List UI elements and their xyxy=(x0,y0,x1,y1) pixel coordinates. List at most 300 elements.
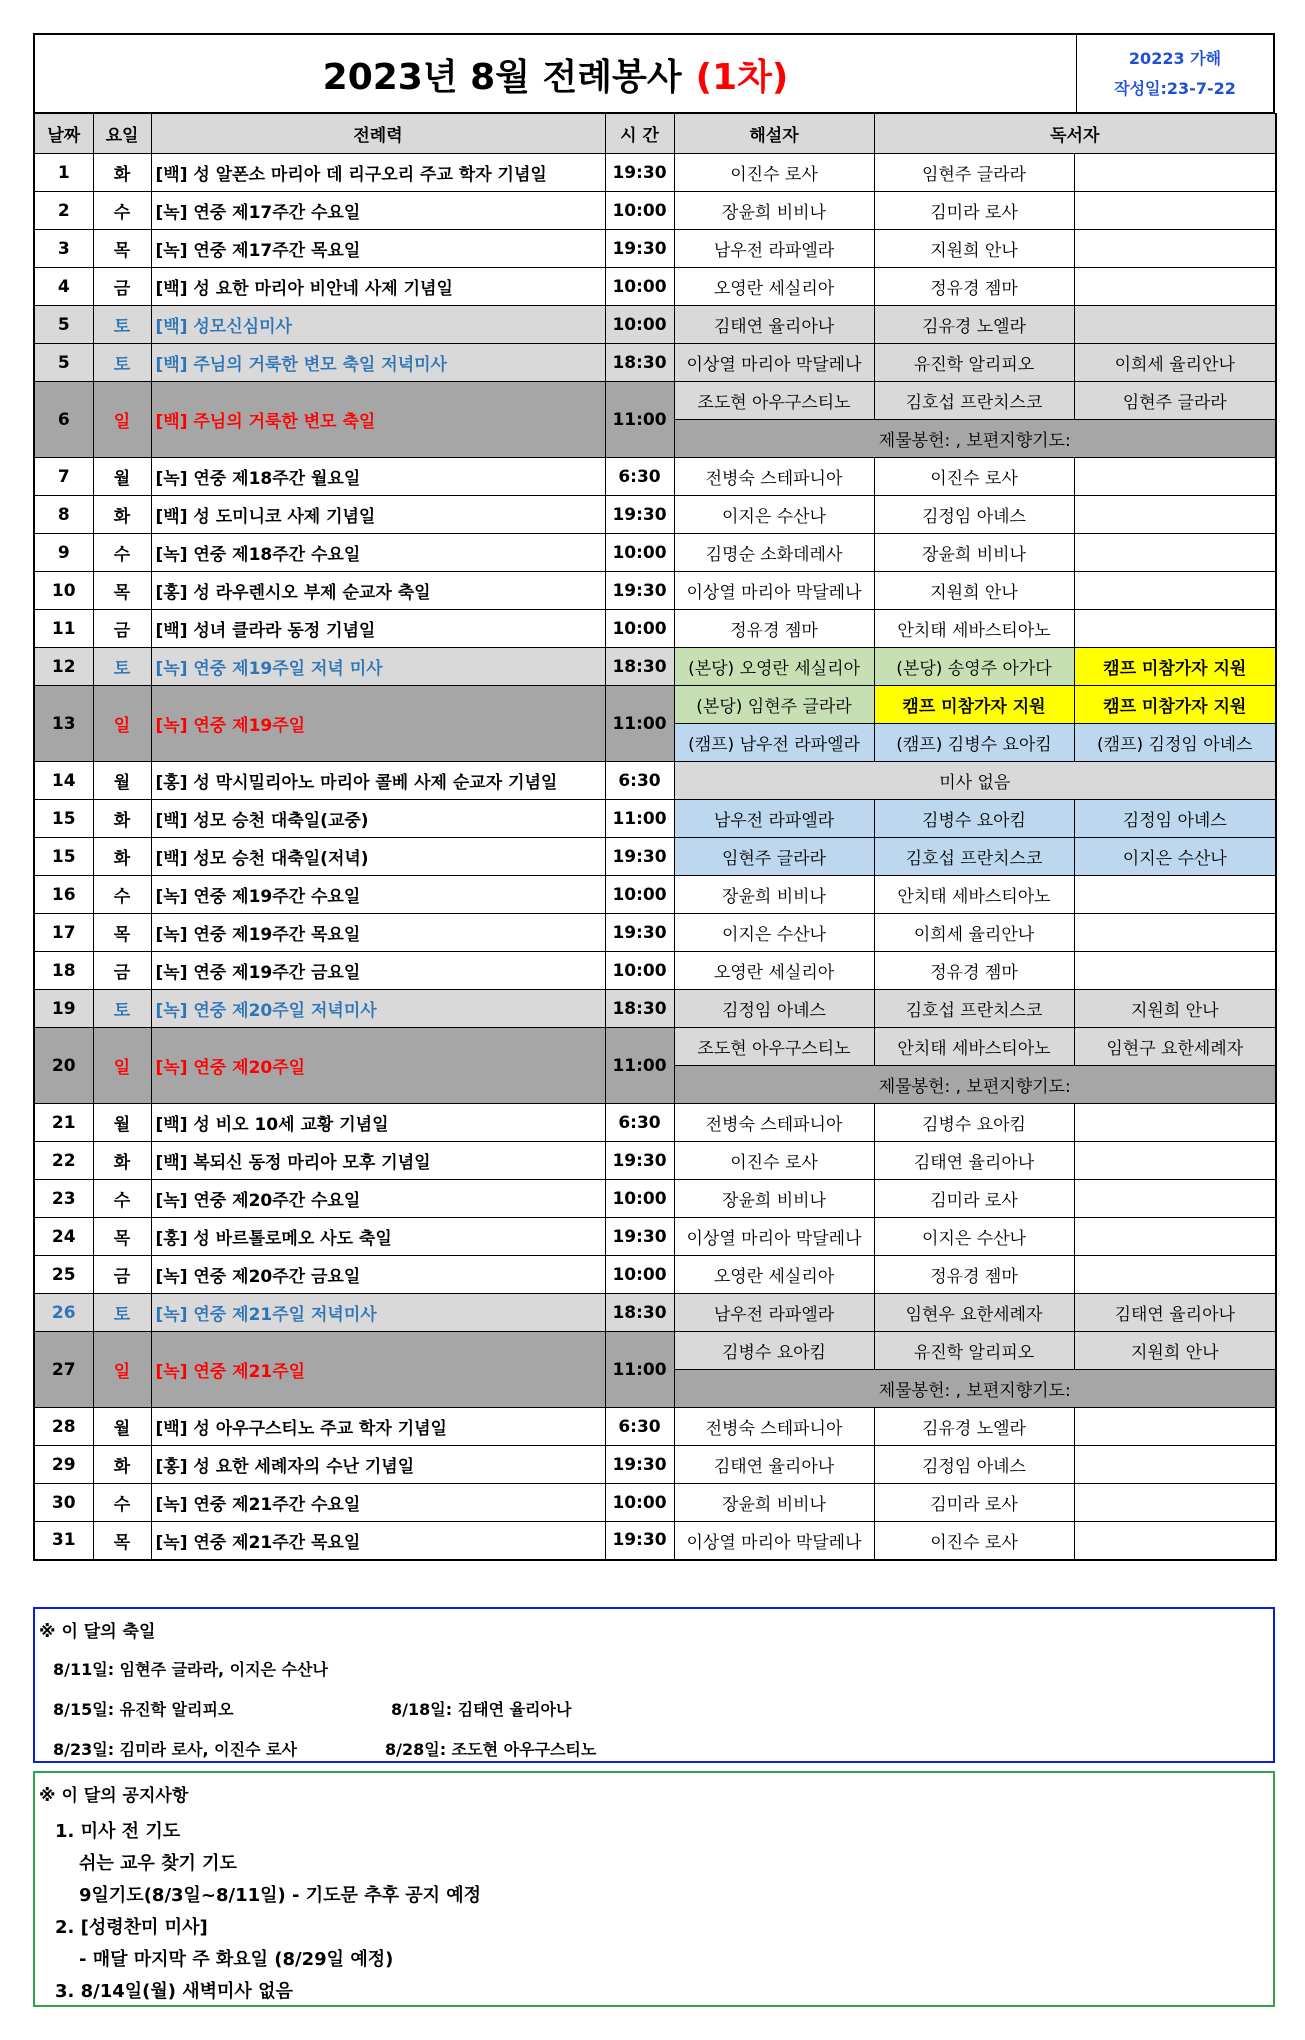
time-cell: 10:00 xyxy=(605,534,674,572)
table-row xyxy=(34,230,1276,268)
reader-cell: 임현구 요한세례자 xyxy=(1074,1028,1276,1066)
commentator-cell: 이지은 수산나 xyxy=(674,914,874,952)
commentator-cell: 이지은 수산나 xyxy=(674,496,874,534)
date-cell: 17 xyxy=(34,914,93,952)
reader-cell: 정유경 젬마 xyxy=(874,1256,1074,1294)
commentator-cell: 조도현 아우구스티노 xyxy=(674,1028,874,1066)
date-cell: 6 xyxy=(34,382,93,458)
reader-cell: 이지은 수산나 xyxy=(1074,838,1276,876)
date-cell: 8 xyxy=(34,496,93,534)
reader-cell: 지원희 안나 xyxy=(1074,1332,1276,1370)
table-row xyxy=(34,686,1276,724)
table-header-row xyxy=(34,114,1276,154)
time-cell: 11:00 xyxy=(605,382,674,458)
date-cell: 26 xyxy=(34,1294,93,1332)
reader-cell: 김미라 로사 xyxy=(874,1484,1074,1522)
header-time: 시 간 xyxy=(605,114,674,154)
date-cell: 25 xyxy=(34,1256,93,1294)
table-row xyxy=(34,990,1276,1028)
commentator-cell: 남우전 라파엘라 xyxy=(674,1294,874,1332)
reader-cell: 정유경 젬마 xyxy=(874,952,1074,990)
notice-line: - 매달 마지막 주 화요일 (8/29일 예정) xyxy=(79,1949,394,1970)
notice-line: 3. 8/14일(월) 새벽미사 없음 xyxy=(55,1981,293,2002)
commentator-cell: 김태연 율리아나 xyxy=(674,1446,874,1484)
time-cell: 19:30 xyxy=(605,154,674,192)
reader-cell: 캠프 미참가자 지원 xyxy=(874,686,1074,724)
commentator-cell: 전병숙 스테파니아 xyxy=(674,1104,874,1142)
time-cell: 19:30 xyxy=(605,1218,674,1256)
weekday-cell: 수 xyxy=(93,1180,151,1218)
weekday-cell: 수 xyxy=(93,192,151,230)
title-meta xyxy=(1077,35,1273,113)
commentator-cell: 전병숙 스테파니아 xyxy=(674,1408,874,1446)
table-row xyxy=(34,192,1276,230)
reader-cell: 이지은 수산나 xyxy=(874,1218,1074,1256)
reader-cell: 캠프 미참가자 지원 xyxy=(1074,648,1276,686)
time-cell: 10:00 xyxy=(605,306,674,344)
table-row xyxy=(34,344,1276,382)
reader-cell: 김유경 노엘라 xyxy=(874,306,1074,344)
reader-cell xyxy=(1074,914,1276,952)
offering-note-cell: 제물봉헌: , 보편지향기도: xyxy=(674,420,1276,458)
no-mass-cell: 미사 없음 xyxy=(674,762,1276,800)
commentator-cell: 남우전 라파엘라 xyxy=(674,230,874,268)
commentator-cell: 장윤희 비비나 xyxy=(674,1484,874,1522)
date-cell: 30 xyxy=(34,1484,93,1522)
weekday-cell: 수 xyxy=(93,1484,151,1522)
time-cell: 6:30 xyxy=(605,458,674,496)
table-row xyxy=(34,1332,1276,1370)
reader-cell xyxy=(1074,1408,1276,1446)
table-row xyxy=(34,1484,1276,1522)
commentator-cell: 남우전 라파엘라 xyxy=(674,800,874,838)
weekday-cell: 화 xyxy=(93,154,151,192)
table-row xyxy=(34,1218,1276,1256)
reader-cell: 이진수 로사 xyxy=(874,458,1074,496)
weekday-cell: 토 xyxy=(93,1294,151,1332)
reader-cell: (본당) 송영주 아가다 xyxy=(874,648,1074,686)
date-cell: 23 xyxy=(34,1180,93,1218)
weekday-cell: 월 xyxy=(93,1408,151,1446)
weekday-cell: 금 xyxy=(93,952,151,990)
reader-cell xyxy=(1074,1218,1276,1256)
time-cell: 19:30 xyxy=(605,230,674,268)
reader-cell xyxy=(1074,1256,1276,1294)
liturgy-cell: [백] 성모 승천 대축일(저녁) xyxy=(151,838,605,876)
reader-cell: 김병수 요아킴 xyxy=(874,1104,1074,1142)
weekday-cell: 목 xyxy=(93,230,151,268)
camp-cell: (캠프) 김정임 아녜스 xyxy=(1074,724,1276,762)
table-body xyxy=(34,154,1276,1560)
page-title xyxy=(35,35,1077,113)
date-cell: 16 xyxy=(34,876,93,914)
time-cell: 11:00 xyxy=(605,1028,674,1104)
commentator-cell: 장윤희 비비나 xyxy=(674,192,874,230)
reader-cell: 임현주 글라라 xyxy=(874,154,1074,192)
date-cell: 22 xyxy=(34,1142,93,1180)
date-cell: 28 xyxy=(34,1408,93,1446)
weekday-cell: 토 xyxy=(93,648,151,686)
reader-cell xyxy=(1074,534,1276,572)
commentator-cell: 오영란 세실리아 xyxy=(674,268,874,306)
weekday-cell: 월 xyxy=(93,1104,151,1142)
table-row xyxy=(34,154,1276,192)
commentator-cell: 김명순 소화데레사 xyxy=(674,534,874,572)
reader-cell xyxy=(1074,306,1276,344)
reader-cell xyxy=(1074,458,1276,496)
weekday-cell: 목 xyxy=(93,572,151,610)
date-cell: 7 xyxy=(34,458,93,496)
date-cell: 15 xyxy=(34,838,93,876)
camp-cell: (캠프) 김병수 요아킴 xyxy=(874,724,1074,762)
table-row xyxy=(34,1256,1276,1294)
liturgy-cell: [백] 성 요한 마리아 비안네 사제 기념일 xyxy=(151,268,605,306)
date-cell: 21 xyxy=(34,1104,93,1142)
weekday-cell: 일 xyxy=(93,1028,151,1104)
date-cell: 1 xyxy=(34,154,93,192)
reader-cell: 김태연 율리아나 xyxy=(874,1142,1074,1180)
notice-line: 쉬는 교우 찾기 기도 xyxy=(79,1853,237,1874)
title-text: 2023년 8월 전례봉사 xyxy=(322,56,682,98)
reader-cell: 김호섭 프란치스코 xyxy=(874,382,1074,420)
reader-cell: 이희세 율리안나 xyxy=(1074,344,1276,382)
liturgy-cell: [홍] 성 라우렌시오 부제 순교자 축일 xyxy=(151,572,605,610)
reader-cell: 지원희 안나 xyxy=(1074,990,1276,1028)
liturgy-cell: [백] 성모신심미사 xyxy=(151,306,605,344)
reader-cell xyxy=(1074,1522,1276,1560)
commentator-cell: 이상열 마리아 막달레나 xyxy=(674,572,874,610)
table-row xyxy=(34,534,1276,572)
reader-cell xyxy=(1074,952,1276,990)
weekday-cell: 일 xyxy=(93,1332,151,1408)
table-row xyxy=(34,1446,1276,1484)
liturgy-cell: [녹] 연중 제21주일 xyxy=(151,1332,605,1408)
commentator-cell: 장윤희 비비나 xyxy=(674,1180,874,1218)
time-cell: 10:00 xyxy=(605,1256,674,1294)
liturgy-cell: [홍] 성 요한 세례자의 수난 기념일 xyxy=(151,1446,605,1484)
reader-cell xyxy=(1074,496,1276,534)
title-round: (1차) xyxy=(695,56,789,98)
birthday-line: 8/28일: 조도현 아우구스티노 xyxy=(385,1740,597,1759)
weekday-cell: 금 xyxy=(93,610,151,648)
notice-line: 2. [성령찬미 미사] xyxy=(55,1917,208,1938)
weekday-cell: 월 xyxy=(93,458,151,496)
date-cell: 29 xyxy=(34,1446,93,1484)
reader-cell xyxy=(1074,876,1276,914)
table-row xyxy=(34,1028,1276,1066)
schedule-sheet xyxy=(33,33,1275,1561)
reader-cell: 김정임 아녜스 xyxy=(874,496,1074,534)
table-row xyxy=(34,914,1276,952)
liturgy-cell: [녹] 연중 제21주간 목요일 xyxy=(151,1522,605,1560)
commentator-cell: 이상열 마리아 막달레나 xyxy=(674,344,874,382)
reader-cell xyxy=(1074,154,1276,192)
schedule-table xyxy=(33,113,1277,1561)
weekday-cell: 월 xyxy=(93,762,151,800)
notice-line: 1. 미사 전 기도 xyxy=(55,1821,181,1842)
weekday-cell: 금 xyxy=(93,268,151,306)
liturgy-cell: [녹] 연중 제19주일 xyxy=(151,686,605,762)
commentator-cell: 이진수 로사 xyxy=(674,1142,874,1180)
commentator-cell: 이상열 마리아 막달레나 xyxy=(674,1218,874,1256)
reader-cell xyxy=(1074,268,1276,306)
date-cell: 24 xyxy=(34,1218,93,1256)
liturgy-cell: [녹] 연중 제20주일 저녁미사 xyxy=(151,990,605,1028)
commentator-cell: 오영란 세실리아 xyxy=(674,952,874,990)
liturgy-cell: [녹] 연중 제19주간 목요일 xyxy=(151,914,605,952)
time-cell: 10:00 xyxy=(605,610,674,648)
table-row xyxy=(34,952,1276,990)
weekday-cell: 일 xyxy=(93,686,151,762)
time-cell: 10:00 xyxy=(605,1484,674,1522)
liturgy-cell: [녹] 연중 제18주간 월요일 xyxy=(151,458,605,496)
table-row xyxy=(34,268,1276,306)
time-cell: 11:00 xyxy=(605,800,674,838)
reader-cell: 안치태 세바스티아노 xyxy=(874,610,1074,648)
table-row xyxy=(34,1408,1276,1446)
birthday-line: 8/11일: 임현주 글라라, 이지은 수산나 xyxy=(53,1660,328,1679)
weekday-cell: 목 xyxy=(93,1218,151,1256)
date-cell: 14 xyxy=(34,762,93,800)
time-cell: 19:30 xyxy=(605,1142,674,1180)
liturgy-cell: [녹] 연중 제19주일 저녁 미사 xyxy=(151,648,605,686)
time-cell: 18:30 xyxy=(605,648,674,686)
notice-header: ※ 이 달의 공지사항 xyxy=(39,1786,189,1806)
time-cell: 10:00 xyxy=(605,1180,674,1218)
header-readers: 독서자 xyxy=(874,114,1276,154)
date-cell: 15 xyxy=(34,800,93,838)
table-row xyxy=(34,762,1276,800)
date-cell: 27 xyxy=(34,1332,93,1408)
liturgy-cell: [녹] 연중 제18주간 수요일 xyxy=(151,534,605,572)
table-row xyxy=(34,1294,1276,1332)
weekday-cell: 화 xyxy=(93,1446,151,1484)
commentator-cell: 전병숙 스테파니아 xyxy=(674,458,874,496)
liturgy-cell: [백] 성녀 클라라 동정 기념일 xyxy=(151,610,605,648)
date-cell: 20 xyxy=(34,1028,93,1104)
table-row xyxy=(34,800,1276,838)
table-row xyxy=(34,1104,1276,1142)
reader-cell xyxy=(1074,230,1276,268)
table-row xyxy=(34,1180,1276,1218)
weekday-cell: 목 xyxy=(93,914,151,952)
commentator-cell: 정유경 젬마 xyxy=(674,610,874,648)
time-cell: 6:30 xyxy=(605,1104,674,1142)
commentator-cell: (본당) 오영란 세실리아 xyxy=(674,648,874,686)
reader-cell: 김미라 로사 xyxy=(874,192,1074,230)
time-cell: 10:00 xyxy=(605,952,674,990)
weekday-cell: 금 xyxy=(93,1256,151,1294)
reader-cell: 유진학 알리피오 xyxy=(874,1332,1074,1370)
liturgy-cell: [백] 주님의 거룩한 변모 축일 저녁미사 xyxy=(151,344,605,382)
weekday-cell: 토 xyxy=(93,344,151,382)
reader-cell xyxy=(1074,1142,1276,1180)
commentator-cell: 오영란 세실리아 xyxy=(674,1256,874,1294)
reader-cell: 임현우 요한세례자 xyxy=(874,1294,1074,1332)
reader-cell: 캠프 미참가자 지원 xyxy=(1074,686,1276,724)
liturgy-cell: [백] 복되신 동정 마리아 모후 기념일 xyxy=(151,1142,605,1180)
reader-cell: 김미라 로사 xyxy=(874,1180,1074,1218)
liturgy-cell: [녹] 연중 제20주간 수요일 xyxy=(151,1180,605,1218)
liturgy-cell: [백] 성 아우구스티노 주교 학자 기념일 xyxy=(151,1408,605,1446)
liturgy-cell: [백] 성 알폰소 마리아 데 리구오리 주교 학자 기념일 xyxy=(151,154,605,192)
reader-cell: 지원희 안나 xyxy=(874,230,1074,268)
reader-cell: 이희세 율리안나 xyxy=(874,914,1074,952)
time-cell: 10:00 xyxy=(605,192,674,230)
date-cell: 31 xyxy=(34,1522,93,1560)
commentator-cell: (본당) 임현주 글라라 xyxy=(674,686,874,724)
reader-cell xyxy=(1074,1104,1276,1142)
commentator-cell: 임현주 글라라 xyxy=(674,838,874,876)
reader-cell: 김정임 아녜스 xyxy=(1074,800,1276,838)
table-row xyxy=(34,876,1276,914)
table-row xyxy=(34,1142,1276,1180)
time-cell: 11:00 xyxy=(605,1332,674,1408)
time-cell: 19:30 xyxy=(605,914,674,952)
commentator-cell: 이진수 로사 xyxy=(674,154,874,192)
date-cell: 19 xyxy=(34,990,93,1028)
time-cell: 18:30 xyxy=(605,344,674,382)
reader-cell: 김호섭 프란치스코 xyxy=(874,838,1074,876)
table-row xyxy=(34,838,1276,876)
commentator-cell: 조도현 아우구스티노 xyxy=(674,382,874,420)
liturgy-cell: [녹] 연중 제20주일 xyxy=(151,1028,605,1104)
reader-cell: 김태연 율리아나 xyxy=(1074,1294,1276,1332)
liturgy-cell: [녹] 연중 제19주간 금요일 xyxy=(151,952,605,990)
date-cell: 18 xyxy=(34,952,93,990)
time-cell: 11:00 xyxy=(605,686,674,762)
date-cell: 10 xyxy=(34,572,93,610)
commentator-cell: 김정임 아녜스 xyxy=(674,990,874,1028)
offering-note-cell: 제물봉헌: , 보편지향기도: xyxy=(674,1066,1276,1104)
notice-line: 9일기도(8/3일~8/11일) - 기도문 추후 공지 예정 xyxy=(79,1885,482,1906)
liturgy-cell: [백] 성 비오 10세 교황 기념일 xyxy=(151,1104,605,1142)
time-cell: 10:00 xyxy=(605,876,674,914)
liturgy-cell: [홍] 성 바르톨로메오 사도 축일 xyxy=(151,1218,605,1256)
reader-cell: 장윤희 비비나 xyxy=(874,534,1074,572)
commentator-cell: 이상열 마리아 막달레나 xyxy=(674,1522,874,1560)
time-cell: 6:30 xyxy=(605,1408,674,1446)
weekday-cell: 토 xyxy=(93,990,151,1028)
reader-cell: 이진수 로사 xyxy=(874,1522,1074,1560)
weekday-cell: 화 xyxy=(93,800,151,838)
table-row xyxy=(34,306,1276,344)
weekday-cell: 수 xyxy=(93,534,151,572)
reader-cell: 안치태 세바스티아노 xyxy=(874,876,1074,914)
table-row xyxy=(34,496,1276,534)
birthday-box xyxy=(33,1607,1275,1763)
time-cell: 19:30 xyxy=(605,572,674,610)
reader-cell xyxy=(1074,572,1276,610)
camp-cell: (캠프) 남우전 라파엘라 xyxy=(674,724,874,762)
header-date: 날짜 xyxy=(34,114,93,154)
commentator-cell: 김태연 율리아나 xyxy=(674,306,874,344)
liturgy-cell: [백] 성 도미니코 사제 기념일 xyxy=(151,496,605,534)
liturgy-cell: [녹] 연중 제20주간 금요일 xyxy=(151,1256,605,1294)
commentator-cell: 장윤희 비비나 xyxy=(674,876,874,914)
header-commentator: 해설자 xyxy=(674,114,874,154)
weekday-cell: 화 xyxy=(93,1142,151,1180)
reader-cell xyxy=(1074,192,1276,230)
date-cell: 13 xyxy=(34,686,93,762)
date-cell: 12 xyxy=(34,648,93,686)
time-cell: 19:30 xyxy=(605,496,674,534)
birthday-line: 8/23일: 김미라 로사, 이진수 로사 xyxy=(53,1740,298,1759)
reader-cell: 정유경 젬마 xyxy=(874,268,1074,306)
title-box xyxy=(33,33,1275,113)
liturgy-cell: [녹] 연중 제19주간 수요일 xyxy=(151,876,605,914)
time-cell: 18:30 xyxy=(605,990,674,1028)
date-cell: 5 xyxy=(34,306,93,344)
weekday-cell: 화 xyxy=(93,496,151,534)
time-cell: 19:30 xyxy=(605,838,674,876)
weekday-cell: 일 xyxy=(93,382,151,458)
commentator-cell: 김병수 요아킴 xyxy=(674,1332,874,1370)
reader-cell: 유진학 알리피오 xyxy=(874,344,1074,382)
notice-box xyxy=(33,1771,1275,2007)
reader-cell: 안치태 세바스티아노 xyxy=(874,1028,1074,1066)
table-row xyxy=(34,458,1276,496)
reader-cell xyxy=(1074,1180,1276,1218)
time-cell: 19:30 xyxy=(605,1446,674,1484)
liturgy-cell: [녹] 연중 제21주간 수요일 xyxy=(151,1484,605,1522)
time-cell: 19:30 xyxy=(605,1522,674,1560)
weekday-cell: 화 xyxy=(93,838,151,876)
birthday-line: 8/18일: 김태연 율리아나 xyxy=(391,1700,572,1719)
liturgy-cell: [녹] 연중 제17주간 목요일 xyxy=(151,230,605,268)
date-cell: 3 xyxy=(34,230,93,268)
reader-cell xyxy=(1074,1484,1276,1522)
table-row xyxy=(34,572,1276,610)
reader-cell: 김호섭 프란치스코 xyxy=(874,990,1074,1028)
liturgy-cell: [백] 성모 승천 대축일(교중) xyxy=(151,800,605,838)
reader-cell: 김유경 노엘라 xyxy=(874,1408,1074,1446)
table-row xyxy=(34,610,1276,648)
weekday-cell: 수 xyxy=(93,876,151,914)
reader-cell: 지원희 안나 xyxy=(874,572,1074,610)
reader-cell xyxy=(1074,1446,1276,1484)
date-cell: 5 xyxy=(34,344,93,382)
reader-cell: 임현주 글라라 xyxy=(1074,382,1276,420)
date-cell: 9 xyxy=(34,534,93,572)
table-row xyxy=(34,382,1276,420)
year-note: 20223 가해 xyxy=(1128,49,1222,68)
date-cell: 2 xyxy=(34,192,93,230)
liturgy-cell: [백] 주님의 거룩한 변모 축일 xyxy=(151,382,605,458)
time-cell: 10:00 xyxy=(605,268,674,306)
header-weekday: 요일 xyxy=(93,114,151,154)
liturgy-cell: [녹] 연중 제17주간 수요일 xyxy=(151,192,605,230)
reader-cell: 김병수 요아킴 xyxy=(874,800,1074,838)
weekday-cell: 목 xyxy=(93,1522,151,1560)
table-row xyxy=(34,648,1276,686)
weekday-cell: 토 xyxy=(93,306,151,344)
table-row xyxy=(34,1522,1276,1560)
date-cell: 4 xyxy=(34,268,93,306)
time-cell: 18:30 xyxy=(605,1294,674,1332)
birthday-header: ※ 이 달의 축일 xyxy=(39,1622,156,1642)
offering-note-cell: 제물봉헌: , 보편지향기도: xyxy=(674,1370,1276,1408)
written-date: 작성일:23-7-22 xyxy=(1114,79,1236,98)
birthday-line: 8/15일: 유진학 알리피오 xyxy=(53,1700,234,1719)
time-cell: 6:30 xyxy=(605,762,674,800)
liturgy-cell: [녹] 연중 제21주일 저녁미사 xyxy=(151,1294,605,1332)
reader-cell xyxy=(1074,610,1276,648)
date-cell: 11 xyxy=(34,610,93,648)
reader-cell: 김정임 아녜스 xyxy=(874,1446,1074,1484)
liturgy-cell: [홍] 성 막시밀리아노 마리아 콜베 사제 순교자 기념일 xyxy=(151,762,605,800)
header-liturgy: 전례력 xyxy=(151,114,605,154)
